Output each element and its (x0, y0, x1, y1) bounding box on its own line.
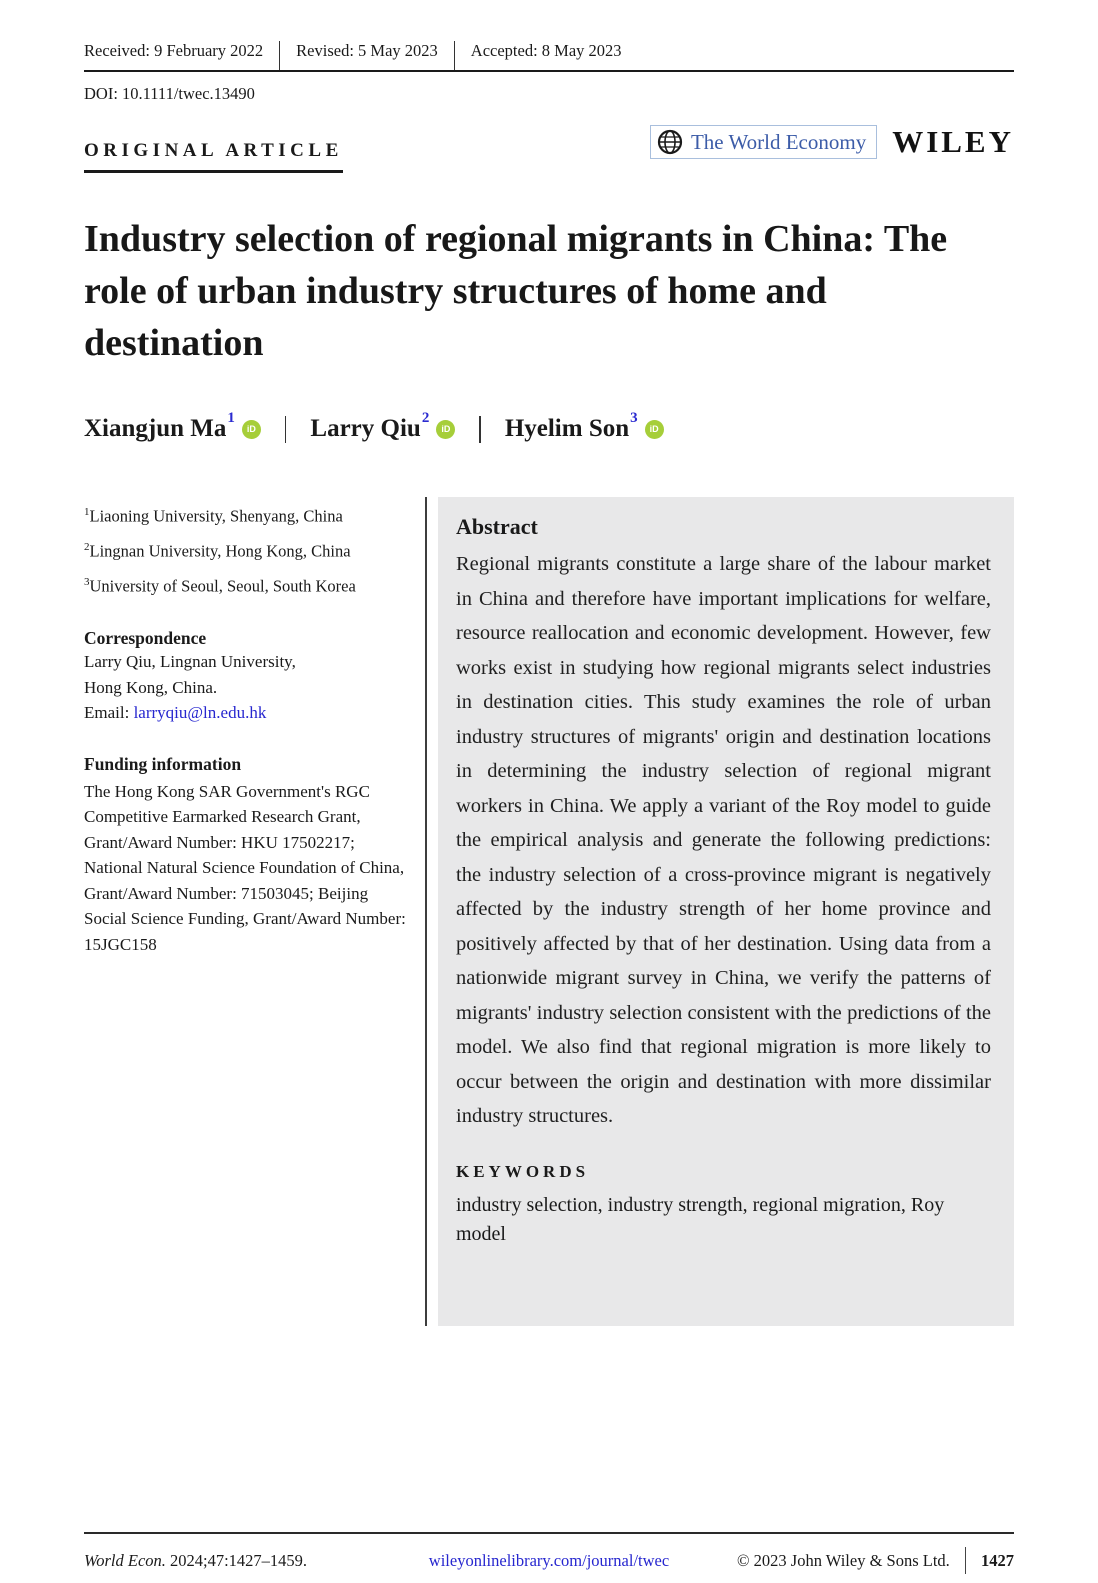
correspondence-line: Hong Kong, China. (84, 677, 218, 697)
email-label: Email: (84, 703, 134, 722)
author-name: Larry Qiu (310, 415, 421, 442)
funding-text: The Hong Kong SAR Government's RGC Competitive Earmarked Research Grant, Grant/Award Number: HKU 17502217; National Natural Science Foundation of China, Grant/Award Number: 71503045; Beijing Social Science Funding, Grant/Award Number: 15JGC158 (84, 781, 406, 954)
received-date: Received: 9 February 2022 (84, 41, 280, 70)
revised-date: Revised: 5 May 2023 (280, 41, 455, 70)
sidebar-info-column (84, 497, 409, 1326)
citation-journal: World Econ. (84, 1550, 166, 1570)
globe-icon (657, 129, 683, 155)
orcid-icon[interactable]: iD (436, 420, 455, 439)
article-type-label: ORIGINAL ARTICLE (84, 140, 343, 173)
journal-link[interactable]: wileyonlinelibrary.com/journal/twec (428, 1550, 670, 1570)
correspondence-block (84, 628, 409, 726)
page-number: 1427 (981, 1550, 1014, 1570)
author-name: Xiangjun Ma (84, 415, 227, 442)
brand-area (650, 124, 1014, 160)
author-name: Hyelim Son (504, 415, 630, 442)
affiliation-item (84, 567, 409, 602)
funding-block (84, 754, 409, 958)
journal-url (429, 1551, 669, 1571)
affiliation-text: Lingnan University, Hong Kong, China (89, 541, 351, 561)
orcid-icon[interactable]: iD (645, 420, 664, 439)
article-title: Industry selection of regional migrants in China: The role of urban industry structures of home and destination (84, 218, 948, 364)
authors-row (84, 409, 1014, 443)
affiliation-text: University of Seoul, Seoul, South Korea (89, 576, 356, 596)
correspondence-email-line (84, 700, 409, 726)
affiliation-sup: 2 (84, 541, 90, 553)
page-footer (84, 1532, 1014, 1574)
correspondence-heading: Correspondence (84, 628, 207, 648)
keywords-heading: KEYWORDS (456, 1161, 590, 1181)
copyright: © 2023 John Wiley & Sons Ltd. (737, 1550, 950, 1570)
email-link[interactable]: larryqiu@ln.edu.hk (133, 703, 267, 722)
funding-heading: Funding information (84, 753, 242, 774)
correspondence-line: Larry Qiu, Lingnan University, (84, 652, 296, 671)
abstract-text: Regional migrants constitute a large share of the labour market in China and therefore have important implications for welfare, resource reallocation and economic development. However, few works exist in studying how regional migrants select industries in destination cities. This study examines the role of urban industry structures of migrants' origin and destination locations in determining the industry selection of regional migrant workers in China. We apply a variant of the Roy model to guide the empirical analysis and generate the following predictions: the industry selection of a cross-province migrant is negatively affected by the industry strength of her home province and positively affected by that of her destination. Using data from a nationwide migrant survey in China, we verify the patterns of migrants' industry selection consistent with the predictions of the model. We also find that regional migration is more likely to occur between the origin and destination with more dissimilar industry structures. (456, 553, 991, 1127)
accepted-date: Accepted: 8 May 2023 (470, 41, 622, 60)
affiliations (84, 497, 409, 602)
affiliation-item (84, 497, 409, 532)
citation (84, 1551, 429, 1571)
author-affil-sup: 1 (227, 409, 235, 426)
abstract-box (438, 497, 1014, 1326)
author-divider (285, 416, 287, 443)
affiliation-item (84, 532, 409, 567)
keywords-text: industry selection, industry strength, regional migration, Roy model (456, 1193, 945, 1245)
journal-name: The World Economy (690, 129, 867, 154)
wiley-logo: WILEY (892, 124, 1014, 159)
doi: DOI: 10.1111/twec.13490 (84, 84, 255, 103)
footer-right (669, 1547, 1014, 1574)
orcid-icon[interactable]: iD (242, 420, 261, 439)
dates-row (84, 41, 1014, 72)
affiliation-sup: 1 (84, 506, 90, 518)
author-affil-sup: 3 (630, 409, 638, 426)
column-divider (425, 497, 427, 1326)
two-column-area (84, 497, 1014, 1326)
author-affil-sup: 2 (421, 409, 430, 426)
author-divider (479, 416, 481, 443)
citation-detail: 2024;47:1427–1459. (165, 1550, 308, 1570)
article-type-row (84, 124, 1014, 173)
abstract-heading: Abstract (456, 514, 538, 539)
journal-logo-badge[interactable] (650, 125, 877, 159)
page-number-divider (965, 1547, 966, 1574)
affiliation-sup: 3 (84, 576, 90, 588)
affiliation-text: Liaoning University, Shenyang, China (89, 506, 343, 526)
